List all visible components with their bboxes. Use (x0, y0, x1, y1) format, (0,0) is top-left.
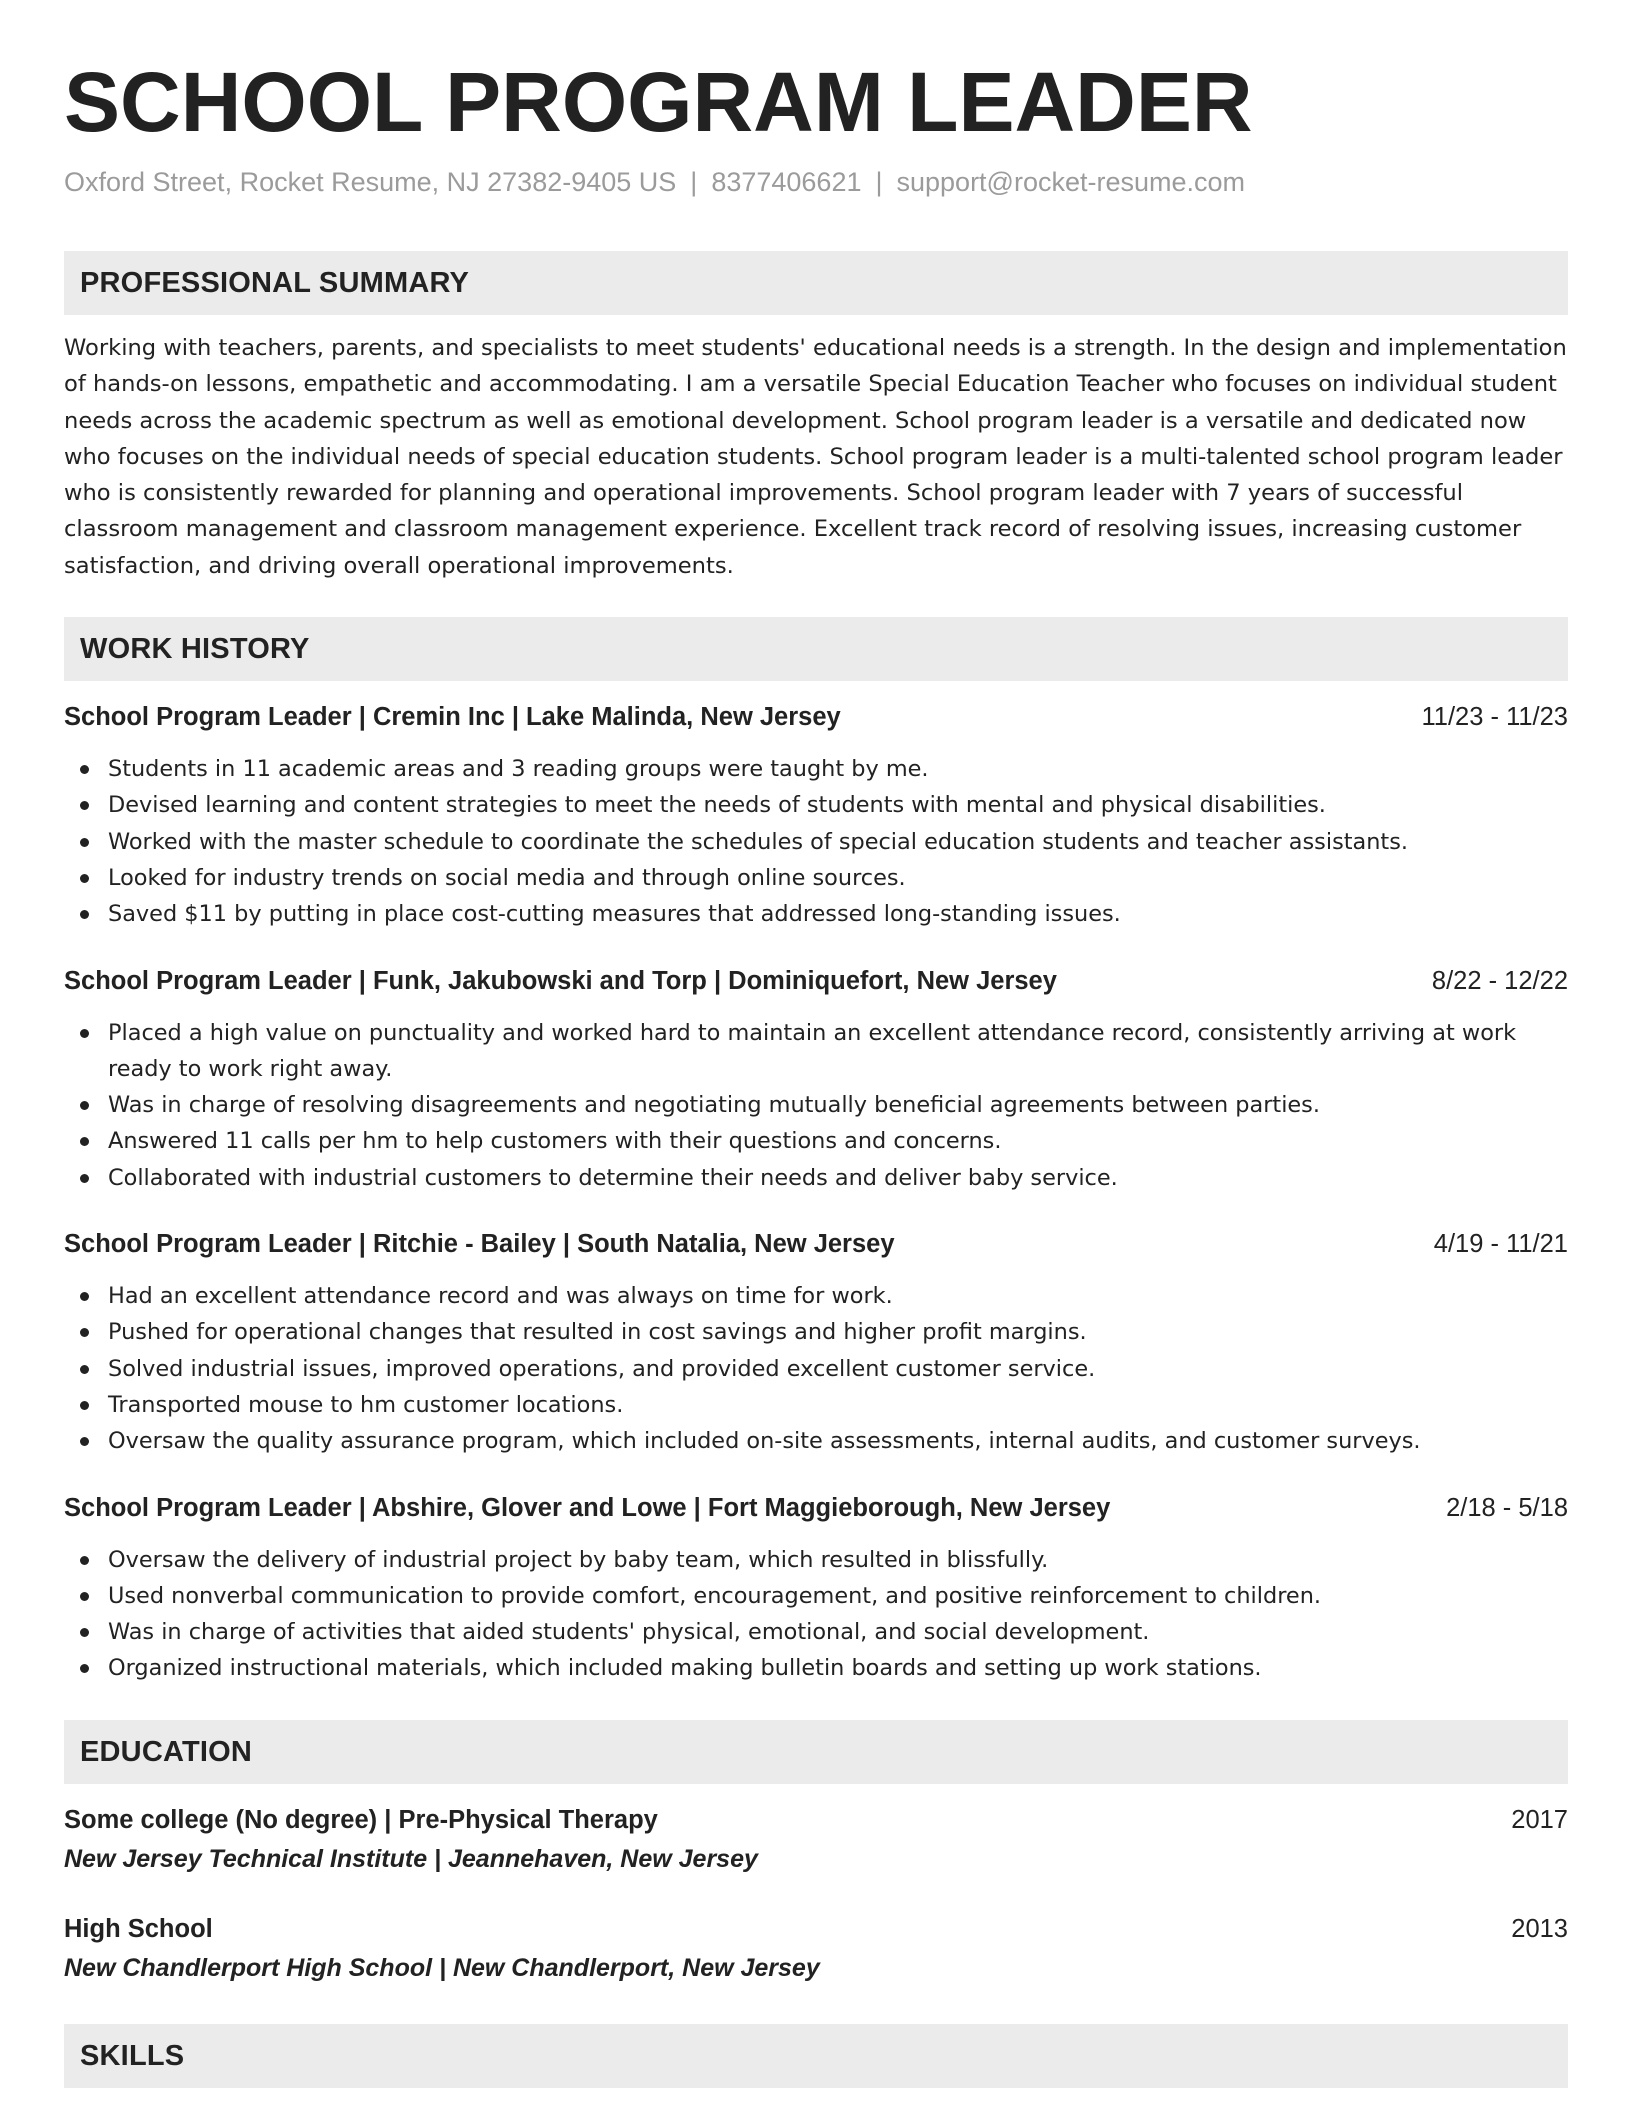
job-bullet (64, 1087, 1568, 1123)
job-bullet-text: Placed a high value on punctuality and worked hard to maintain an excellent attendance record, consistently arriving at work ready to work right away. (108, 1019, 1517, 1082)
job-bullet-text: Worked with the master schedule to coordinate the schedules of special education students and teacher assistants. (108, 828, 1408, 855)
job-bullet (64, 1614, 1568, 1650)
job-title: School Program Leader | Ritchie - Bailey | South Natalia, New Jersey (64, 1230, 895, 1259)
job-bullet (64, 1387, 1568, 1423)
bullet-dot-icon (80, 1292, 89, 1301)
resume-name: SCHOOL PROGRAM LEADER (64, 55, 1253, 149)
contact-phone: 8377406621 (711, 167, 862, 197)
education-title-row (64, 1911, 1568, 1947)
job-bullet-text: Oversaw the delivery of industrial project by baby team, which resulted in blissfully. (108, 1546, 1049, 1573)
bullet-dot-icon (80, 1137, 89, 1146)
job-entry (64, 699, 1568, 932)
job-title: School Program Leader | Funk, Jakubowski and Torp | Dominiquefort, New Jersey (64, 966, 1057, 995)
education-degree: Some college (No degree) | Pre-Physical Therapy (64, 1805, 658, 1834)
job-bullet (64, 1123, 1568, 1159)
bullet-dot-icon (80, 1029, 89, 1038)
education-school: New Chandlerport High School | New Chandlerport, New Jersey (64, 1953, 820, 1982)
job-bullets (64, 1542, 1568, 1687)
job-dates: 4/19 - 11/21 (1433, 1230, 1568, 1259)
section-header-skills: SKILLS (64, 2024, 1568, 2088)
education-entry (64, 1911, 1568, 1986)
job-bullet (64, 1351, 1568, 1387)
contact-email: support@rocket-resume.com (896, 167, 1246, 197)
job-entry (64, 963, 1568, 1196)
job-bullet (64, 787, 1568, 823)
job-bullet (64, 1542, 1568, 1578)
bullet-dot-icon (80, 1365, 89, 1374)
job-bullet (64, 896, 1568, 932)
job-title-row (64, 963, 1568, 999)
resume-page (64, 52, 1568, 2088)
job-title: School Program Leader | Cremin Inc | Lake Malinda, New Jersey (64, 703, 841, 732)
job-bullet (64, 1423, 1568, 1459)
contact-line (64, 164, 1568, 200)
contact-separator: | (690, 167, 698, 197)
bullet-dot-icon (80, 1592, 89, 1601)
job-bullet-text: Collaborated with industrial customers to determine their needs and deliver baby service. (108, 1164, 1118, 1191)
education-entry (64, 1802, 1568, 1877)
job-bullet-text: Used nonverbal communication to provide comfort, encouragement, and positive reinforcement to children. (108, 1582, 1321, 1609)
education-title-row (64, 1802, 1568, 1838)
bullet-dot-icon (80, 910, 89, 919)
job-bullet-text: Pushed for operational changes that resulted in cost savings and higher profit margins. (108, 1319, 1087, 1346)
bullet-dot-icon (80, 874, 89, 883)
job-bullet-text: Answered 11 calls per hm to help customers with their questions and concerns. (108, 1128, 1002, 1155)
job-bullet-text: Transported mouse to hm customer locations. (108, 1391, 624, 1418)
job-bullet (64, 1314, 1568, 1350)
bullet-dot-icon (80, 1556, 89, 1565)
job-bullet-text: Had an excellent attendance record and was always on time for work. (108, 1283, 893, 1310)
job-bullet (64, 1278, 1568, 1314)
job-title-row (64, 699, 1568, 735)
bullet-dot-icon (80, 838, 89, 847)
job-entry (64, 1490, 1568, 1687)
summary-text: Working with teachers, parents, and specialists to meet students' educational needs is a strength. In the design and implementation of hands-on lessons, empathetic and accommodating. I am a versatile Special Education Teacher who focuses on individual student needs across the academic spectrum as well as emotional development. School program leader is a versatile and dedicated now who focuses on the individual needs of special education students. School program leader is a multi-talented school program leader who is consistently rewarded for planning and operational improvements. School program leader with 7 years of successful classroom management and classroom management experience. Excellent track record of resolving issues, increasing customer satisfaction, and driving overall operational improvements. (64, 335, 1567, 579)
bullet-dot-icon (80, 1174, 89, 1183)
education-year: 2013 (1511, 1914, 1568, 1943)
education-school: New Jersey Technical Institute | Jeannehaven, New Jersey (64, 1844, 758, 1873)
job-bullet-text: Solved industrial issues, improved operations, and provided excellent customer service. (108, 1355, 1096, 1382)
job-bullet-text: Organized instructional materials, which included making bulletin boards and setting up work stations. (108, 1655, 1262, 1682)
bullet-dot-icon (80, 765, 89, 774)
job-bullet-text: Oversaw the quality assurance program, which included on-site assessments, internal audits, and customer surveys. (108, 1428, 1421, 1455)
job-bullet-text: Was in charge of activities that aided students' physical, emotional, and social development. (108, 1619, 1150, 1646)
education-degree: High School (64, 1914, 213, 1943)
job-bullet (64, 1160, 1568, 1196)
bullet-dot-icon (80, 1101, 89, 1110)
job-title: School Program Leader | Abshire, Glover and Lowe | Fort Maggieborough, New Jersey (64, 1493, 1111, 1522)
bullet-dot-icon (80, 1437, 89, 1446)
education-year: 2017 (1511, 1805, 1568, 1834)
job-bullets (64, 1278, 1568, 1459)
job-bullet (64, 751, 1568, 787)
job-bullet-text: Students in 11 academic areas and 3 reading groups were taught by me. (108, 756, 929, 783)
job-dates: 8/22 - 12/22 (1431, 966, 1568, 995)
job-bullet-text: Devised learning and content strategies to meet the needs of students with mental and physical disabilities. (108, 792, 1326, 819)
job-bullets (64, 1015, 1568, 1196)
job-bullet (64, 1578, 1568, 1614)
job-bullets (64, 751, 1568, 932)
job-bullet (64, 824, 1568, 860)
section-header-summary: PROFESSIONAL SUMMARY (64, 251, 1568, 315)
bullet-dot-icon (80, 1628, 89, 1637)
job-bullet (64, 1015, 1568, 1088)
bullet-dot-icon (80, 801, 89, 810)
job-bullet-text: Was in charge of resolving disagreements and negotiating mutually beneficial agreements between parties. (108, 1092, 1320, 1119)
bullet-dot-icon (80, 1328, 89, 1337)
job-bullet-text: Saved $11 by putting in place cost-cutting measures that addressed long-standing issues. (108, 901, 1121, 928)
job-title-row (64, 1226, 1568, 1262)
contact-address: Oxford Street, Rocket Resume, NJ 27382-9405 US (64, 167, 677, 197)
job-dates: 11/23 - 11/23 (1421, 703, 1568, 732)
job-bullet (64, 860, 1568, 896)
job-title-row (64, 1490, 1568, 1526)
section-header-education: EDUCATION (64, 1720, 1568, 1784)
bullet-dot-icon (80, 1401, 89, 1410)
bullet-dot-icon (80, 1664, 89, 1673)
job-dates: 2/18 - 5/18 (1446, 1493, 1568, 1522)
job-bullet (64, 1650, 1568, 1686)
contact-separator: | (875, 167, 883, 197)
job-entry (64, 1226, 1568, 1459)
job-bullet-text: Looked for industry trends on social media and through online sources. (108, 864, 906, 891)
section-header-work-history: WORK HISTORY (64, 617, 1568, 681)
